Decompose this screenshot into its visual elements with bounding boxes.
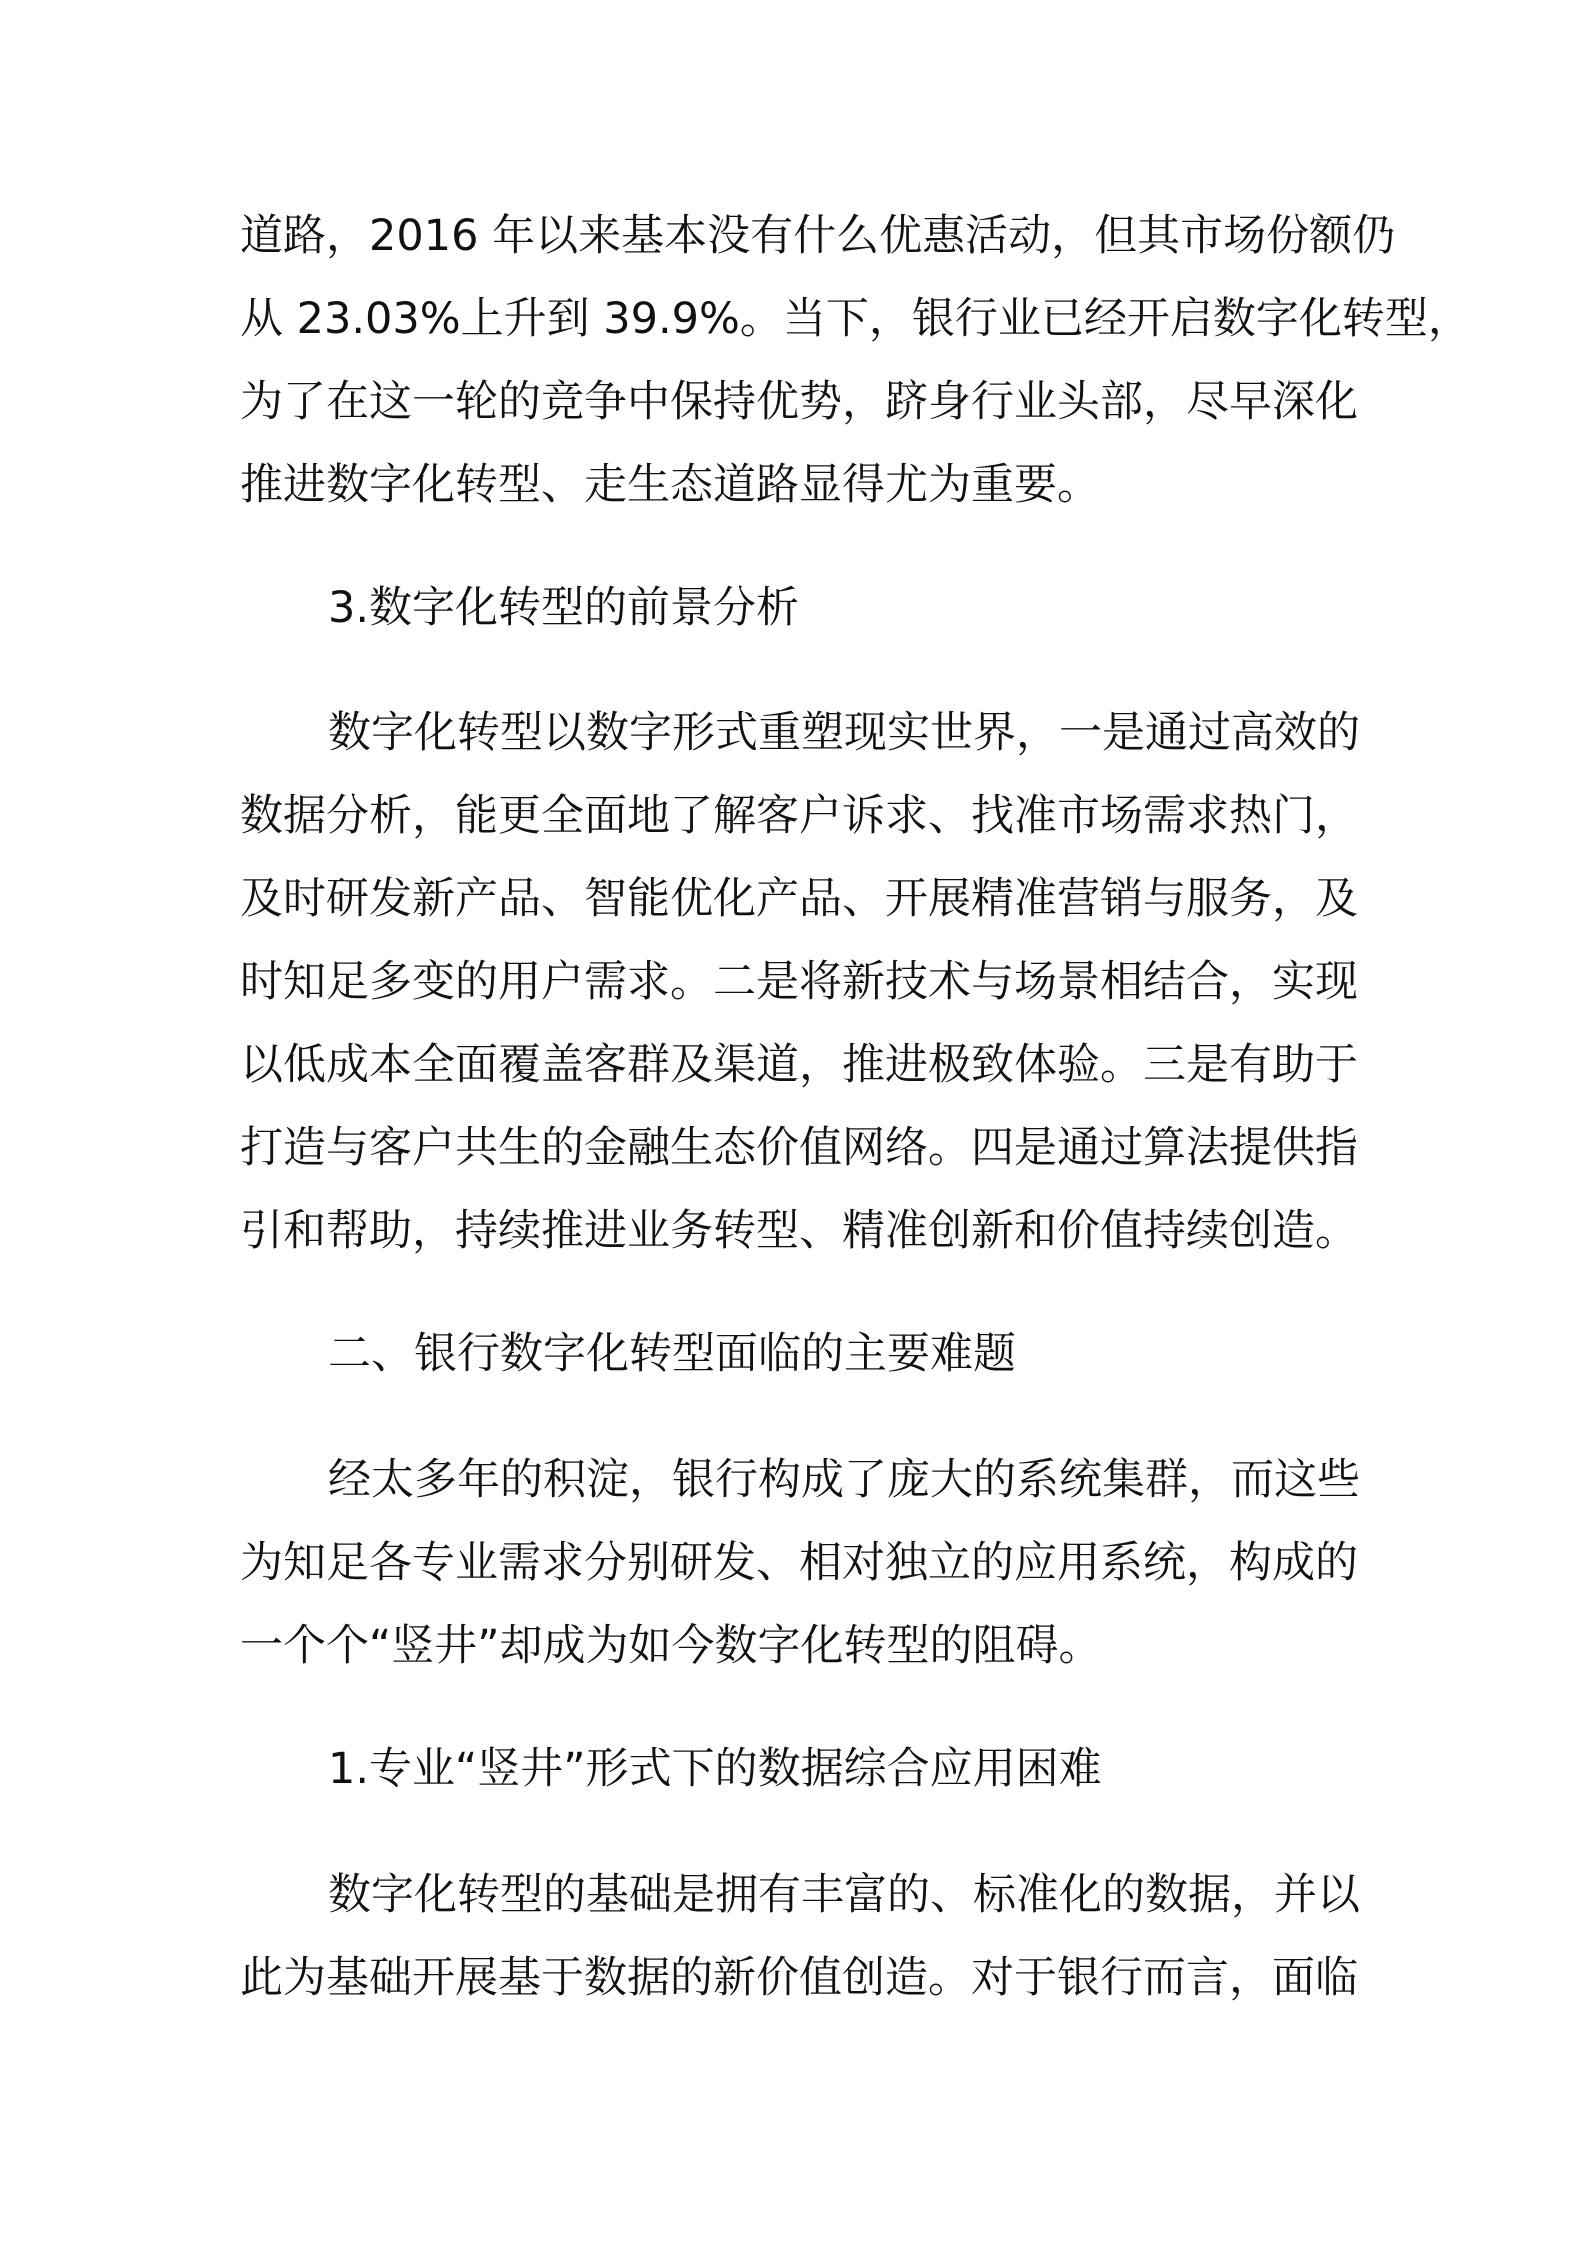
text-line: 为了在这一轮的竞争中保持优势，跻身行业头部，尽早深化 xyxy=(240,377,1358,427)
text-line: 道路，2016 年以来基本没有什么优惠活动，但其市场份额仍 xyxy=(240,211,1396,261)
text-line: 推进数字化转型、走生态道路显得尤为重要。 xyxy=(240,460,1100,510)
text-line: 以低成本全面覆盖客群及渠道，推进极致体验。三是有助于 xyxy=(240,1040,1358,1090)
text-line: 数字化转型的基础是拥有丰富的、标准化的数据，并以 xyxy=(328,1870,1360,1920)
text-line: 时知足多变的用户需求。二是将新技术与场景相结合，实现 xyxy=(240,957,1358,1007)
text-line: 经太多年的积淀，银行构成了庞大的系统集群，而这些 xyxy=(328,1455,1360,1505)
section-heading: 3.数字化转型的前景分析 xyxy=(328,583,800,633)
section-heading: 二、银行数字化转型面临的主要难题 xyxy=(328,1329,1016,1379)
text-line: 一个个“竖井”却成为如今数字化转型的阻碍。 xyxy=(240,1621,1102,1671)
text-line: 数字化转型以数字形式重塑现实世界，一是通过高效的 xyxy=(328,708,1360,758)
text-line: 打造与客户共生的金融生态价值网络。四是通过算法提供指 xyxy=(240,1123,1358,1173)
text-line: 数据分析，能更全面地了解客户诉求、找准市场需求热门， xyxy=(240,791,1358,841)
text-line: 及时研发新产品、智能优化产品、开展精准营销与服务，及 xyxy=(240,874,1358,924)
text-line: 此为基础开展基于数据的新价值创造。对于银行而言，面临 xyxy=(240,1953,1358,2003)
text-line: 引和帮助，持续推进业务转型、精准创新和价值持续创造。 xyxy=(240,1206,1358,1256)
text-line: 从 23.03%上升到 39.9%。当下，银行业已经开启数字化转型， xyxy=(240,294,1471,344)
section-heading: 1.专业“竖井”形式下的数据综合应用困难 xyxy=(328,1744,1102,1794)
text-line: 为知足各专业需求分别研发、相对独立的应用系统，构成的 xyxy=(240,1538,1358,1588)
